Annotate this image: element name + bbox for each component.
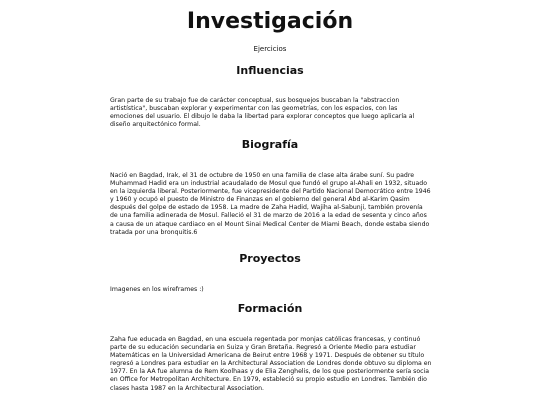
section-heading-proyectos: Proyectos	[239, 252, 301, 265]
section-text-biografia: Nació en Bagdad, Irak, el 31 de octubre de 1950 en una familia de clase alta árabe suní. Su padre Muhammad Hadid era un industrial acaudalado de Mosul que fundó el grupo al-Ahali en 1932, situado en la izquierda liberal. Posteriormente, fue vicepresidente del Partido Nacional Democrático entre 1946 y 1960 y ocupó el puesto de Ministro de Finanzas en el gobierno del general Abd al-Karim Qasim después del golpe de estado de 1958. La madre de Zaha Hadid, Wajiha al-Sabunji, también provenía de una familia adinerada de Mosul. Falleció el 31 de marzo de 2016 a la edad de sesenta y cinco años a causa de un ataque cardiaco en el Mount Sinai Medical Center de Miami Beach, donde estaba siendo tratada por una bronquitis.6	[110, 172, 431, 236]
section-text-formacion: Zaha fue educada en Bagdad, en una escuela regentada por monjas católicas francesas, y continuó parte de su educación secundaria en Suiza y Gran Bretaña. Regresó a Oriente Medio para estudiar Matemáticas en la Universidad Americana de Beirut entre 1968 y 1971. Después de obtener su título regresó a Londres para estudiar en la Architectural Association de Londres donde obtuvo su diploma en 1977. En la AA fue alumna de Rem Koolhaas y de Elia Zenghelis, de los que posteriormente sería socia en Office for Metropolitan Architecture. En 1979, estableció su propio estudio en Londres. También dio clases hasta 1987 en la Architectural Association.	[110, 336, 432, 392]
section-text-proyectos: Imagenes en los wireframes :)	[110, 286, 204, 293]
section-text-influencias: Gran parte de su trabajo fue de carácter conceptual, sus bosquejos buscaban la "abstraccion artistística", buscaban explorar y experimentar con las geometrías, con los espacios, con las emociones del usuario. El dibujo le daba la libertad para explorar conceptos que luego aplicaría al diseño arquitectónico formal.	[110, 97, 415, 129]
ejercicios-link[interactable]: Ejercicios	[253, 45, 287, 53]
page-title: Investigación	[186, 9, 354, 34]
section-heading-influencias: Influencias	[236, 64, 304, 77]
section-heading-formacion: Formación	[237, 302, 303, 315]
section-heading-biografia: Biografía	[241, 138, 299, 151]
